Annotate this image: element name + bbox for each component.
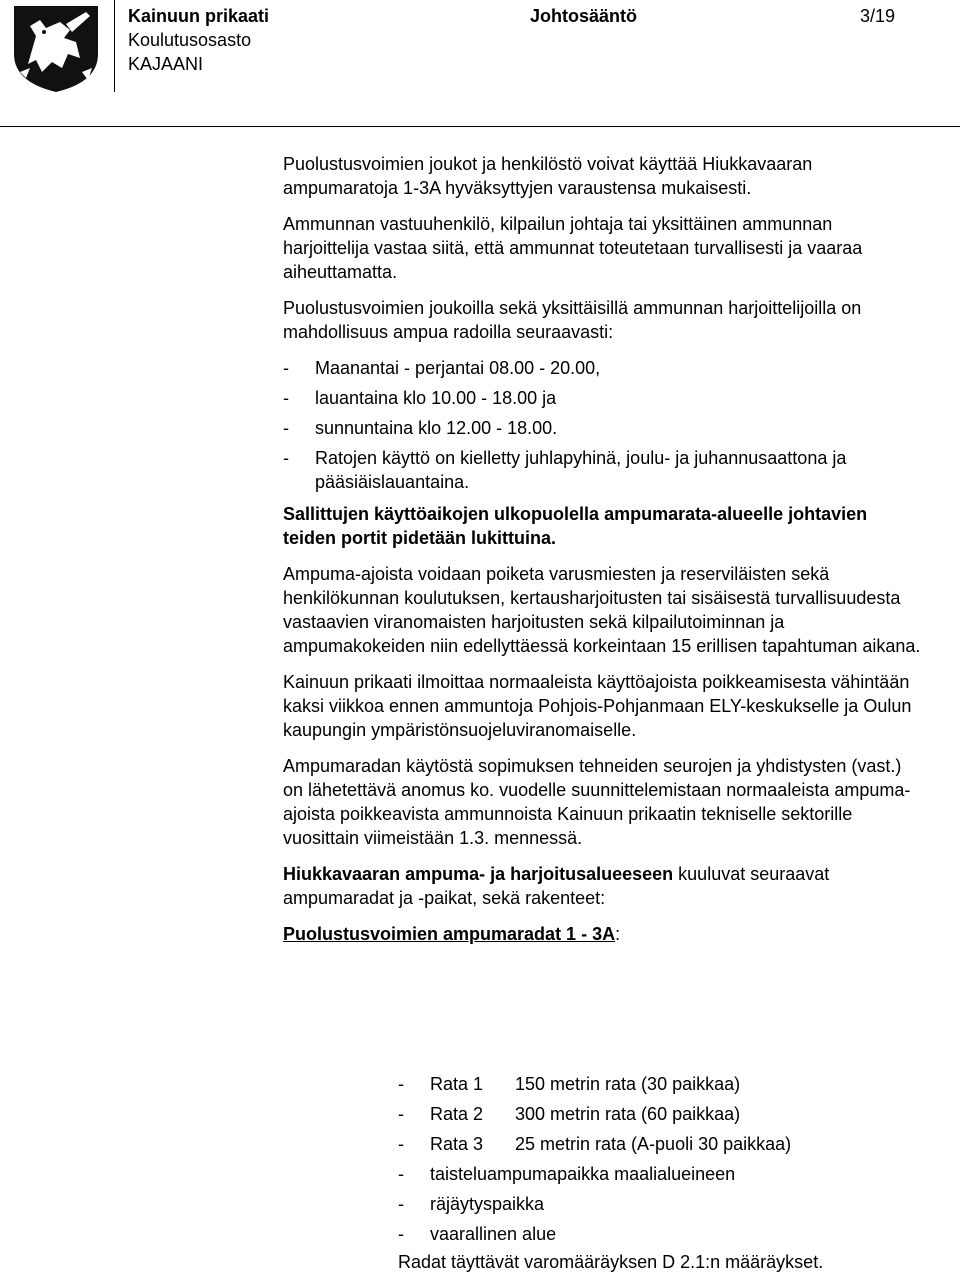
list-item: - sunnuntaina klo 12.00 - 18.00. [283, 418, 558, 438]
document-title: Johtosääntö [530, 6, 638, 26]
document-body [283, 152, 923, 958]
list-item: - vaarallinen alue [398, 1224, 557, 1244]
paragraph-8: Hiukkavaaran ampuma- ja harjoitusalueeseen kuuluvat seuraavat ampumaradat ja -paikat, sekä rakenteet: [283, 864, 830, 908]
list-item: - Ratojen käyttö on kielletty juhlapyhinä, joulu- ja juhannusaattona ja pääsiäislauantaina. [283, 448, 847, 492]
list-item: - lauantaina klo 10.00 - 18.00 ja [283, 388, 557, 408]
header-divider [114, 0, 115, 92]
paragraph-7: Ampumaradan käytöstä sopimuksen tehneiden seurojen ja yhdistysten (vast.) on lähetettävä anomus ko. vuodelle suunnittelemistaan normaaleista ampuma-ajoista poikkeavista ammunnoista Kainuun prikaatin tekniselle sektorille vuosittain viimeistään 1.3. mennessä. [283, 756, 911, 848]
compliance-note: Radat täyttävät varomääräyksen D 2.1:n määräykset. [398, 1252, 824, 1272]
list-item: - taisteluampumapaikka maalialueineen [398, 1164, 736, 1184]
lion-coat-of-arms-icon [6, 2, 106, 94]
schedule-list [283, 356, 923, 494]
range-list [398, 1072, 938, 1272]
section-heading: Puolustusvoimien ampumaradat 1 - 3A: [283, 924, 621, 944]
list-item: - räjäytyspaikka [398, 1194, 545, 1214]
paragraph-2: Ammunnan vastuuhenkilö, kilpailun johtaja tai yksittäinen ammunnan harjoittelija vastaa siitä, että ammunnat toteutetaan turvallisesti ja vaaraa aiheuttamatta. [283, 214, 863, 282]
paragraph-3: Puolustusvoimien joukoilla sekä yksittäisillä ammunnan harjoittelijoilla on mahdollisuus ampua radoilla seuraavasti: [283, 298, 862, 342]
org-name: Kainuun prikaati [128, 6, 270, 26]
paragraph-locked-gates: Sallittujen käyttöaikojen ulkopuolella ampumarata-alueelle johtavien teiden portit pidetään lukittuina. [283, 504, 868, 548]
list-item: - Maanantai - perjantai 08.00 - 20.00, [283, 358, 601, 378]
org-location: KAJAANI [128, 54, 204, 74]
paragraph-1: Puolustusvoimien joukot ja henkilöstö voivat käyttää Hiukkavaaran ampumaratoja 1-3A hyväksyttyjen varaustensa mukaisesti. [283, 154, 813, 198]
list-item: - Rata 3 25 metrin rata (A-puoli 30 paikkaa) [398, 1134, 792, 1154]
list-item: - Rata 2 300 metrin rata (60 paikkaa) [398, 1104, 741, 1124]
paragraph-6: Kainuun prikaati ilmoittaa normaaleista käyttöajoista poikkeamisesta vähintään kaksi viikkoa ennen ammuntoja Pohjois-Pohjanmaan ELY-keskukselle ja Oulun kaupungin ympäristönsuojeluviranomaiselle. [283, 672, 912, 740]
organization-block [128, 4, 269, 76]
page-number: 3/19 [860, 6, 896, 26]
org-department: Koulutusosasto [128, 30, 252, 50]
page-header [0, 0, 960, 128]
header-rule [0, 126, 960, 127]
list-item: - Rata 1 150 metrin rata (30 paikkaa) [398, 1074, 741, 1094]
paragraph-5: Ampuma-ajoista voidaan poiketa varusmiesten ja reserviläisten sekä henkilökunnan koulutuksen, kertausharjoitusten tai sisäisestä turvallisuudesta vastaavien viranomaisten harjoitusten sekä kilpailutoiminnan ja ampumakokeiden niin edellyttäessä korkeintaan 15 erillisen tapahtuman aikana. [283, 564, 921, 656]
